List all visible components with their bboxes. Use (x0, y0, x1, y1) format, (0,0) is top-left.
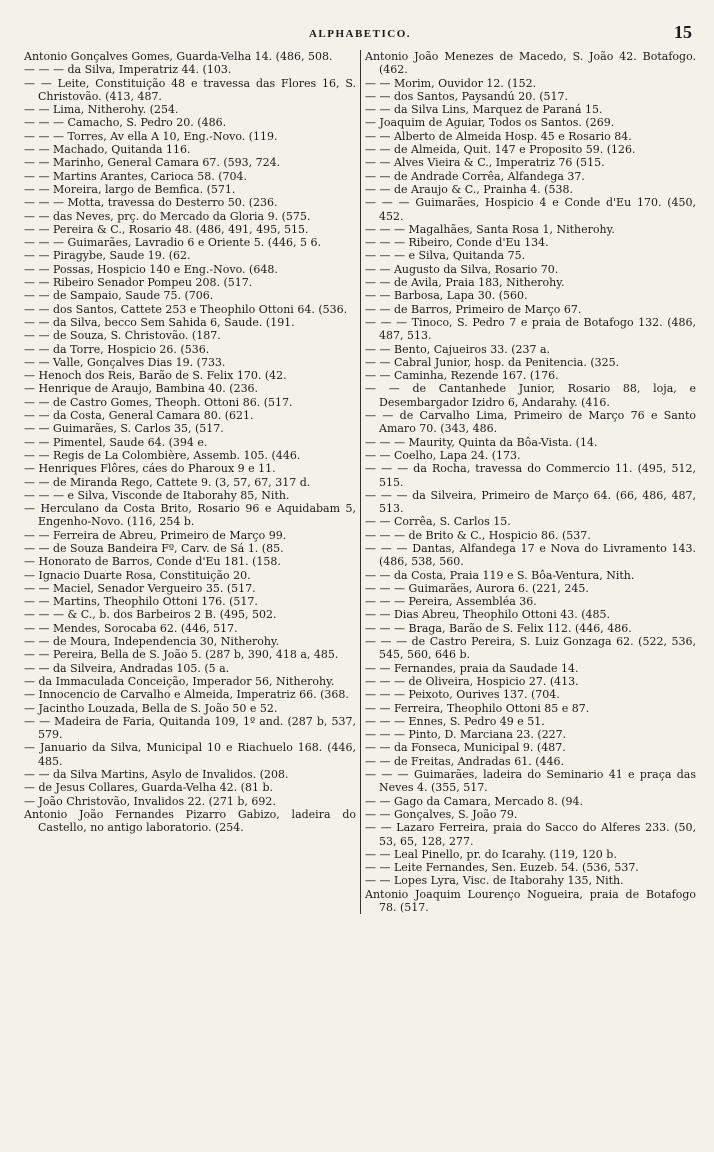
directory-entry: — — da Silva Lins, Marquez de Paraná 15. (365, 103, 603, 117)
directory-entry: — — — Guimarães, Hospicio 4 e Conde d'Eu 170. (450, 452. (365, 196, 696, 223)
directory-entry: — — de Miranda Rego, Cattete 9. (3, 57, 67, 317 d. (24, 475, 311, 489)
directory-entry: — — — Guimarães, Aurora 6. (221, 245. (365, 581, 589, 595)
directory-entry: — — Gago da Camara, Mercado 8. (94. (365, 794, 584, 808)
directory-entry: — — Ribeiro Senador Pompeu 208. (517. (24, 276, 253, 290)
directory-entry: — — de Carvalho Lima, Primeiro de Março 76 e Santo Amaro 70. (343, 486. (365, 409, 696, 436)
directory-entry: — — — Magalhães, Santa Rosa 1, Nitherohy. (365, 222, 615, 236)
directory-entry: — — — da Silveira, Primeiro de Março 64. (66, 486, 487, 513. (365, 488, 696, 516)
directory-entry: — — — Pinto, D. Marciana 23. (227. (365, 728, 567, 742)
page-title: ALPHABETICO. (308, 28, 412, 40)
directory-entry: — Ignacio Duarte Rosa, Constituição 20. (24, 568, 251, 582)
directory-entry: — — de Barros, Primeiro de Março 67. (365, 302, 582, 316)
directory-entry: — — da Silveira, Andradas 105. (5 a. (24, 661, 230, 675)
directory-entry: Antonio João Fernandes Pizarro Gabizo, ladeira do Castello, no antigo laboratorio. (254. (24, 807, 356, 835)
directory-entry: — — — Ennes, S. Pedro 49 e 51. (365, 714, 545, 728)
directory-entry: — — Alves Vieira & C., Imperatriz 76 (515. (365, 156, 605, 170)
directory-entry: — — Mendes, Sorocaba 62. (446, 517. (24, 621, 238, 635)
directory-entry: — Henoch dos Reis, Barão de S. Felix 170. (42. (24, 369, 287, 383)
directory-entry: — — Ferreira, Theophilo Ottoni 85 e 87. (365, 701, 590, 715)
directory-entry: — — — Ribeiro, Conde d'Eu 134. (365, 236, 549, 250)
directory-entry: — Joaquim de Aguiar, Todos os Santos. (269. (365, 116, 615, 130)
directory-entry: — Henriques Flôres, cáes do Pharoux 9 e 11. (24, 462, 276, 476)
two-column-listing (24, 50, 696, 914)
directory-entry: — — de Almeida, Quit. 147 e Proposito 59. (126. (365, 143, 636, 157)
directory-entry: — Henrique de Araujo, Bambina 40. (236. (24, 382, 259, 396)
directory-entry: — — — da Rocha, travessa do Commercio 11. (495, 512, 515. (365, 462, 696, 489)
directory-entry: — — Alberto de Almeida Hosp. 45 e Rosario 84. (365, 129, 632, 143)
page-header (24, 22, 696, 46)
directory-entry: — Innocencio de Carvalho e Almeida, Imperatriz 66. (368. (24, 688, 349, 702)
directory-entry: Antonio Joaquim Lourenço Nogueira, praia de Botafogo 78. (517. (365, 887, 696, 914)
directory-entry: — — Fernandes, praia da Saudade 14. (365, 661, 579, 675)
directory-entry: — — da Fonseca, Municipal 9. (487. (365, 741, 566, 755)
directory-entry: — — Morim, Ouvidor 12. (152. (365, 76, 537, 90)
directory-entry: — — da Costa, General Camara 80. (621. (24, 409, 254, 423)
directory-entry: — — — Pereira, Assembléa 36. (365, 595, 537, 609)
directory-entry: — — — & C., b. dos Barbeiros 2 B. (495, 502. (24, 608, 277, 622)
directory-entry: — — Dias Abreu, Theophilo Ottoni 43. (485. (365, 608, 611, 622)
directory-entry: — — — Motta, travessa do Desterro 50. (236. (24, 196, 278, 210)
directory-entry: — — — Guimarães, ladeira do Seminario 41 e praça das Neves 4. (355, 517. (365, 768, 696, 795)
directory-entry: — — Martins Arantes, Carioca 58. (704. (24, 169, 248, 183)
directory-entry: — — — Maurity, Quinta da Bôa-Vista. (14. (365, 435, 598, 449)
directory-entry: — — de Avila, Praia 183, Nitherohy. (365, 276, 565, 290)
directory-entry: — — — Tinoco, S. Pedro 7 e praia de Botafogo 132. (486, 487, 513. (365, 315, 696, 343)
directory-entry: — — Bento, Cajueiros 33. (237 a. (365, 342, 551, 356)
directory-entry: Antonio João Menezes de Macedo, S. João 42. Botafogo. (462. (365, 50, 696, 77)
directory-entry: — — Regis de La Colombière, Assemb. 105. (446. (24, 448, 301, 462)
directory-entry: — — de Andrade Corrêa, Alfandega 37. (365, 169, 585, 183)
directory-entry: — João Christovão, Invalidos 22. (271 b, 692. (24, 794, 276, 808)
directory-entry: — — da Costa, Praia 119 e S. Bôa-Ventura, Nith. (365, 568, 635, 582)
directory-entry: — Januario da Silva, Municipal 10 e Riachuelo 168. (446, 485. (24, 741, 356, 768)
directory-entry: — — Pereira & C., Rosario 48. (486, 491, 495, 515. (24, 222, 309, 236)
directory-entry: — — — Braga, Barão de S. Felix 112. (446, 486. (365, 621, 632, 635)
directory-entry: — — — de Oliveira, Hospicio 27. (413. (365, 674, 579, 688)
directory-entry: — — Lopes Lyra, Visc. de Itaborahy 135, Nith. (365, 874, 624, 888)
directory-entry: — — de Cantanhede Junior, Rosario 88, loja, e Desembargador Izidro 6, Andarahy. (416. (365, 382, 696, 409)
directory-entry: — — Gonçalves, S. João 79. (365, 807, 518, 821)
directory-entry: — — Leite Fernandes, Sen. Euzeb. 54. (536, 537. (365, 861, 639, 875)
directory-entry: — — Maciel, Senador Vergueiro 35. (517. (24, 581, 256, 595)
directory-entry: — — Lima, Nitherohy. (254. (24, 103, 179, 117)
directory-entry: — — de Souza Bandeira Fº, Carv. de Sá 1. (85. (24, 541, 284, 555)
directory-entry: — — Cabral Junior, hosp. da Penitencia. (325. (365, 355, 620, 369)
directory-entry: — — dos Santos, Paysandú 20. (517. (365, 89, 569, 103)
directory-entry: — — — e Silva, Visconde de Itaborahy 85, Nith. (24, 488, 290, 502)
directory-entry: — — Martins, Theophilo Ottoni 176. (517. (24, 595, 258, 609)
directory-entry: — — — e Silva, Quitanda 75. (365, 249, 526, 263)
directory-entry: — — Augusto da Silva, Rosario 70. (365, 262, 559, 276)
directory-entry: — — de Sampaio, Saude 75. (706. (24, 289, 214, 303)
directory-entry: — — — Torres, Av ella A 10, Eng.-Novo. (119. (24, 129, 278, 143)
directory-entry: — Honorato de Barros, Conde d'Eu 181. (158. (24, 555, 281, 569)
directory-entry: — — — Camacho, S. Pedro 20. (486. (24, 116, 227, 130)
directory-entry: — — da Silva, becco Sem Sahida 6, Saude. (191. (24, 315, 295, 329)
directory-entry: — — Ferreira de Abreu, Primeiro de Março 99. (24, 528, 287, 542)
directory-entry: — — — da Silva, Imperatriz 44. (103. (24, 63, 232, 77)
directory-entry: — — Pimentel, Saude 64. (394 e. (24, 435, 208, 449)
directory-entry: — — Possas, Hospicio 140 e Eng.-Novo. (648. (24, 262, 278, 276)
directory-entry: — — de Castro Gomes, Theoph. Ottoni 86. (517. (24, 395, 293, 409)
directory-entry: — da Immaculada Conceição, Imperador 56, Nitherohy. (24, 674, 335, 688)
directory-entry: — de Jesus Collares, Guarda-Velha 42. (81 b. (24, 781, 273, 795)
directory-entry: — — da Torre, Hospicio 26. (536. (24, 342, 210, 356)
directory-entry: — — Madeira de Faria, Quitanda 109, 1º and. (287 b, 537, 579. (24, 714, 356, 742)
directory-entry: — — dos Santos, Cattete 253 e Theophilo Ottoni 64. (536. (24, 302, 348, 316)
directory-entry: — — Moreira, largo de Bemfica. (571. (24, 182, 236, 196)
directory-entry: — — Barbosa, Lapa 30. (560. (365, 289, 528, 303)
directory-entry: — — Leal Pinello, pr. do Icarahy. (119, 120 b. (365, 847, 617, 861)
left-column (24, 50, 360, 914)
directory-entry: — — Marinho, General Camara 67. (593, 724. (24, 156, 281, 170)
directory-entry: — — — Dantas, Alfandega 17 e Nova do Livramento 143. (486, 538, 560. (365, 541, 696, 569)
right-column (360, 50, 696, 914)
directory-entry: — — — de Brito & C., Hospicio 86. (537. (365, 528, 591, 542)
directory-entry: — — de Moura, Independencia 30, Nitherohy. (24, 635, 280, 649)
directory-entry: — — Piragybe, Saude 19. (62. (24, 249, 191, 263)
directory-entry: — — Guimarães, S. Carlos 35, (517. (24, 422, 224, 436)
directory-entry: — — — Peixoto, Ourives 137. (704. (365, 688, 560, 702)
directory-entry: — — Coelho, Lapa 24. (173. (365, 448, 521, 462)
directory-entry: — — da Silva Martins, Asylo de Invalidos. (208. (24, 768, 289, 782)
directory-entry: — — de Souza, S. Christovão. (187. (24, 329, 221, 343)
directory-entry: — — Corrêa, S. Carlos 15. (365, 515, 511, 529)
directory-entry: — — Leite, Constituição 48 e travessa das Flores 16, S. Christovão. (413, 487. (24, 76, 356, 103)
directory-entry: — — — Guimarães, Lavradio 6 e Oriente 5. (446, 5 6. (24, 236, 321, 250)
directory-entry: — Jacintho Louzada, Bella de S. João 50 e 52. (24, 701, 278, 715)
directory-entry: — — de Araujo & C., Prainha 4. (538. (365, 182, 573, 196)
directory-entry: — Herculano da Costa Brito, Rosario 96 e Aquidabam 5, Engenho-Novo. (116, 254 b. (24, 502, 356, 529)
directory-entry: — — Caminha, Rezende 167. (176. (365, 369, 559, 383)
directory-entry: — — Machado, Quitanda 116. (24, 143, 191, 157)
directory-entry: — — Valle, Gonçalves Dias 19. (733. (24, 355, 226, 369)
directory-entry: — — — de Castro Pereira, S. Luiz Gonzaga 62. (522, 536, 545, 560, 646 b. (365, 635, 696, 662)
directory-entry: — — Lazaro Ferreira, praia do Sacco do Alferes 233. (50, 53, 65, 128, 277. (365, 821, 696, 848)
directory-entry: — — de Freitas, Andradas 61. (446. (365, 754, 564, 768)
directory-entry: Antonio Gonçalves Gomes, Guarda-Velha 14. (486, 508. (24, 50, 333, 63)
directory-entry: — — Pereira, Bella de S. João 5. (287 b, 390, 418 a, 485. (24, 648, 339, 662)
directory-entry: — — das Neves, prç. do Mercado da Gloria 9. (575. (24, 209, 311, 223)
page-number: 15 (674, 22, 692, 42)
